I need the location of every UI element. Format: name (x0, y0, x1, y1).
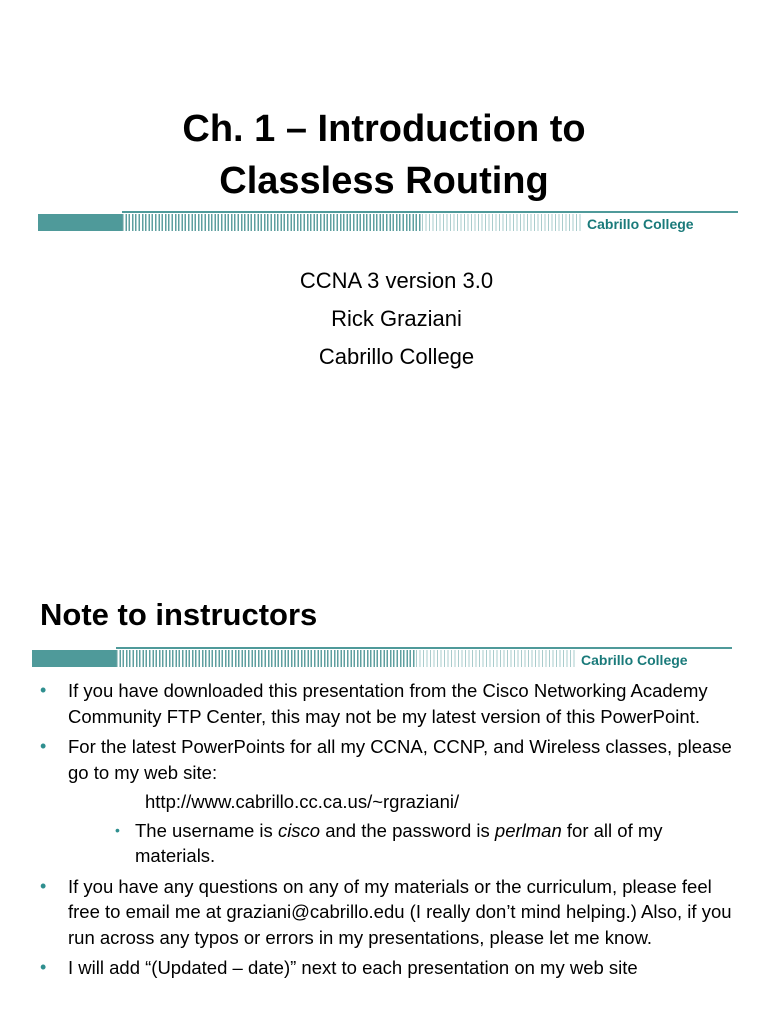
username-text: cisco (277, 819, 321, 841)
bullet-icon: • (40, 875, 47, 896)
slide-title (0, 103, 768, 207)
bullet-icon: • (40, 680, 47, 700)
text-fragment: The username is (135, 819, 278, 841)
bullet-icon: • (40, 736, 47, 756)
list-item (40, 734, 740, 785)
cabrillo-banner (38, 211, 738, 233)
subtitle-college: Cabrillo College (318, 344, 475, 369)
bullet-text: If you have any questions on any of my materials or the curriculum, please feel free to email me at graziani@cabrillo.edu (I really don’t mind helping.) Also, if you run across any typos or errors in my presentations, please let me know. (68, 875, 732, 948)
sub-bullet-text (135, 820, 663, 867)
list-item (40, 874, 740, 951)
text-fragment: for all of my materials. (135, 819, 663, 866)
title-line-1: Ch. 1 – Introduction to (182, 108, 586, 150)
banner-stripes (122, 214, 422, 231)
brand-label: Cabrillo College (581, 652, 688, 668)
password-text: perlman (494, 819, 562, 841)
subtitle-author: Rick Graziani (331, 306, 462, 331)
brand-label: Cabrillo College (587, 216, 694, 232)
banner-stripes (116, 650, 416, 667)
banner-fade-stripes (416, 650, 576, 667)
banner-bar (38, 214, 130, 231)
website-link[interactable]: http://www.cabrillo.cc.ca.us/~rgraziani/ (145, 791, 460, 812)
subtitle-course: CCNA 3 version 3.0 (299, 268, 494, 293)
subtitle-block (0, 262, 768, 376)
text-fragment: and the password is (320, 819, 495, 841)
bullet-text: For the latest PowerPoints for all my CCNA, CCNP, and Wireless classes, please go to my web site: (68, 736, 732, 783)
banner-rule (122, 211, 738, 213)
cabrillo-banner (32, 647, 732, 669)
bullet-list (40, 678, 740, 986)
list-item (40, 678, 740, 729)
list-item (40, 818, 740, 869)
banner-fade-stripes (422, 214, 582, 231)
bullet-icon: • (40, 957, 47, 977)
slide-title-notes: Note to instructors (40, 597, 318, 632)
bullet-text: I will add “(Updated – date)” next to each presentation on my web site (68, 957, 638, 978)
bullet-icon: • (115, 821, 120, 838)
banner-bar (32, 650, 124, 667)
banner-rule (116, 647, 732, 649)
bullet-text: If you have downloaded this presentation from the Cisco Networking Academy Community FTP Center, this may not be my latest version of this PowerPoint. (68, 680, 708, 727)
title-line-2: Classless Routing (219, 160, 549, 202)
list-item (40, 955, 740, 981)
